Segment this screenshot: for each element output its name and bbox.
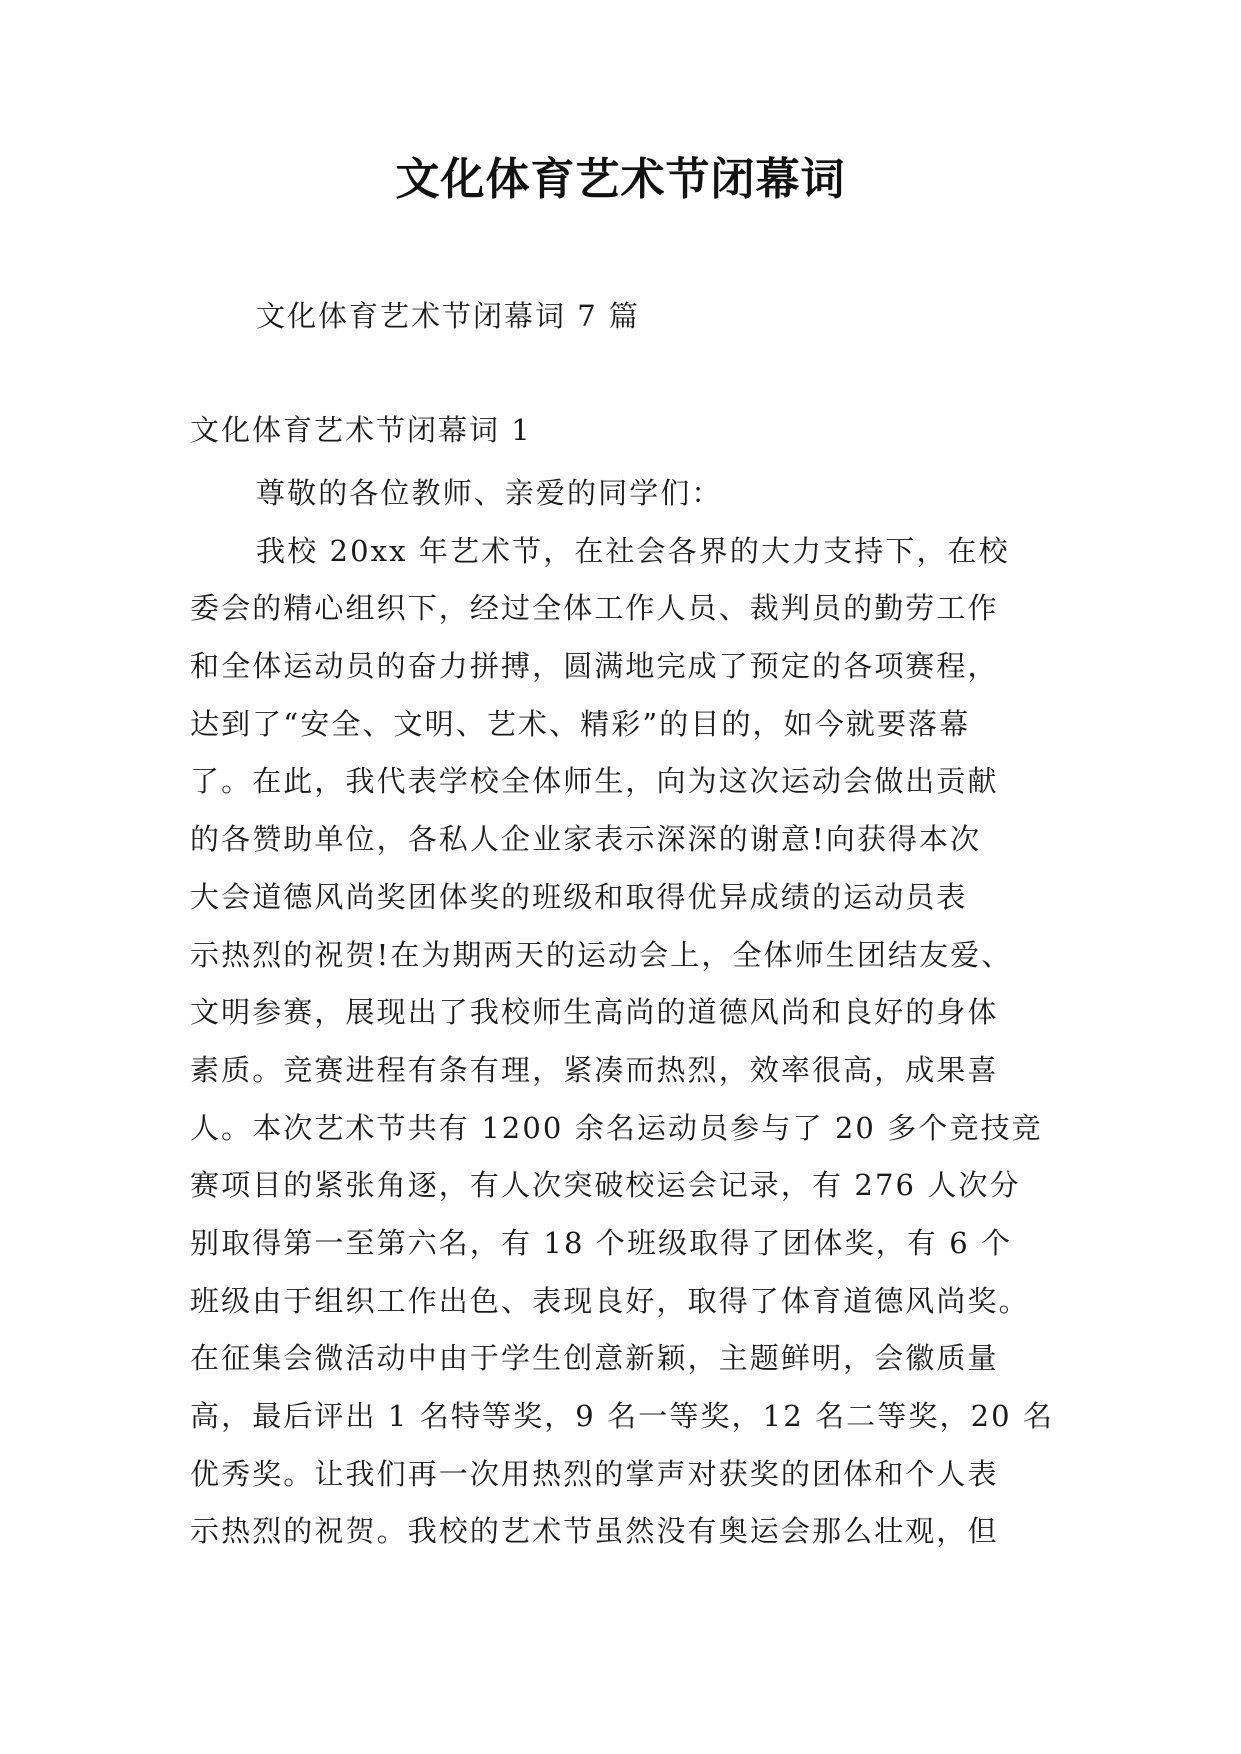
paragraph-line: 高，最后评出 1 名特等奖，9 名一等奖，12 名二等奖，20 名 xyxy=(190,1399,1055,1433)
paragraph-line: 委会的精心组织下，经过全体工作人员、裁判员的勤劳工作 xyxy=(190,591,999,626)
paragraph-line: 的各赞助单位，各私人企业家表示深深的谢意!向获得本次 xyxy=(190,822,982,857)
paragraph-line: 人。本次艺术节共有 1200 余名运动员参与了 20 多个竞技竞 xyxy=(190,1110,1043,1145)
paragraph-line: 赛项目的紧张角逐，有人次突破校运会记录，有 276 人次分 xyxy=(190,1168,1021,1203)
paragraph-line: 班级由于组织工作出色、表现良好，取得了体育道德风尚奖。 xyxy=(190,1283,1030,1318)
document-subtitle: 文化体育艺术节闭幕词 7 篇 xyxy=(256,299,640,333)
paragraph-line: 文明参赛，展现出了我校师生高尚的道德风尚和良好的身体 xyxy=(190,995,999,1030)
paragraph-line: 大会道德风尚奖团体奖的班级和取得优异成绩的运动员表 xyxy=(190,879,968,914)
paragraph-line: 达到了“安全、文明、艺术、精彩”的目的，如今就要落幕 xyxy=(190,706,971,741)
paragraph-line: 优秀奖。让我们再一次用热烈的掌声对获奖的团体和个人表 xyxy=(190,1456,999,1491)
greeting-line: 尊敬的各位教师、亲爱的同学们： xyxy=(256,476,723,510)
paragraph-line: 别取得第一至第六名，有 18 个班级取得了团体奖，有 6 个 xyxy=(190,1225,1013,1260)
document-title: 文化体育艺术节闭幕词 xyxy=(395,154,846,205)
paragraph-line: 和全体运动员的奋力拼搏，圆满地完成了预定的各项赛程， xyxy=(190,649,999,684)
paragraph-line: 示热烈的祝贺!在为期两天的运动会上，全体师生团结友爱、 xyxy=(190,937,1013,972)
paragraph-line: 了。在此，我代表学校全体师生，向为这次运动会做出贡献 xyxy=(190,764,999,799)
paragraph-line: 我校 20xx 年艺术节，在社会各界的大力支持下，在校 xyxy=(256,533,1010,568)
section-heading: 文化体育艺术节闭幕词 1 xyxy=(190,413,532,447)
paragraph-line: 素质。竞赛进程有条有理，紧凑而热烈，效率很高，成果喜 xyxy=(190,1052,999,1087)
paragraph-line: 在征集会微活动中由于学生创意新颖，主题鲜明，会徽质量 xyxy=(190,1341,999,1376)
document-body xyxy=(190,465,1060,1561)
paragraph-line: 示热烈的祝贺。我校的艺术节虽然没有奥运会那么壮观，但 xyxy=(190,1514,999,1549)
